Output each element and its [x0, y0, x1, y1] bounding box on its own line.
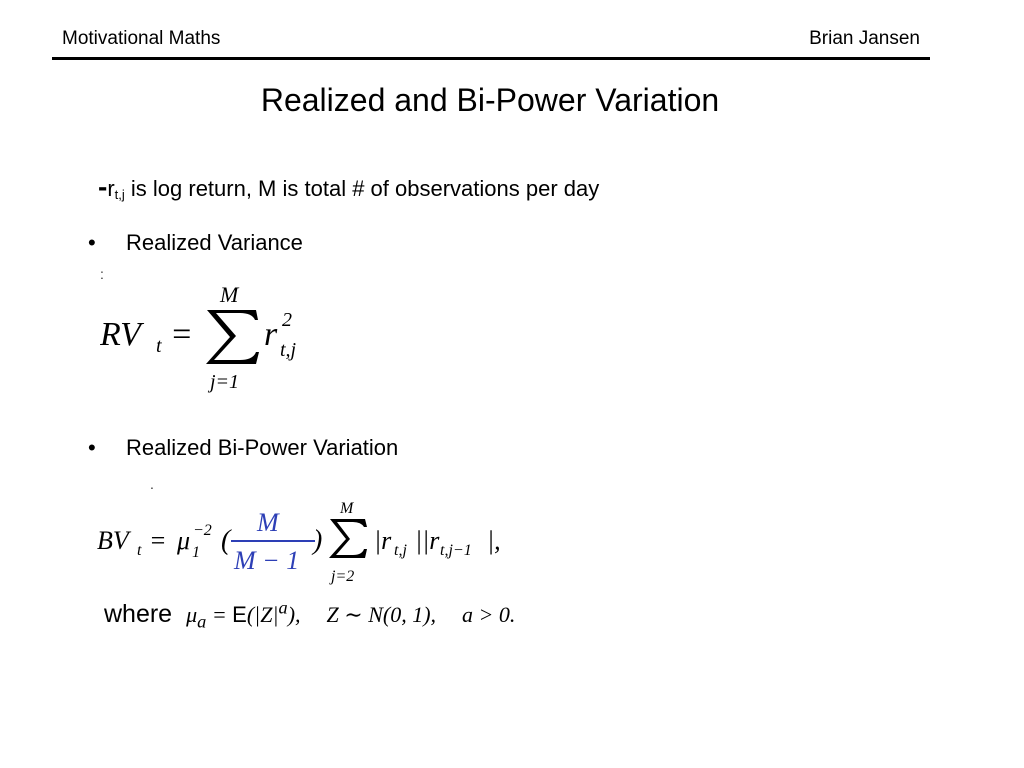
- bullet-label: Realized Bi-Power Variation: [126, 435, 399, 460]
- bullet-marker: •: [88, 435, 96, 460]
- where-formula: [186, 598, 516, 632]
- where-equals: =: [206, 602, 233, 628]
- formula-bipower-variation: [97, 497, 527, 592]
- where-definition: [104, 598, 515, 633]
- where-expr: (|Z|: [246, 602, 279, 628]
- bullet-bipower-variation: [88, 435, 398, 461]
- where-label: where: [104, 600, 173, 629]
- note-subscript: t,j: [114, 187, 125, 202]
- note-dash: -: [98, 171, 108, 202]
- bv-sum-lower: j=2: [331, 568, 355, 585]
- where-mu-sub: a: [197, 611, 207, 632]
- bv-mu: μ: [177, 526, 191, 555]
- bv-mu-sup: −2: [193, 522, 212, 539]
- bv-mu-sub: 1: [192, 544, 200, 561]
- where-condition: a > 0.: [462, 602, 516, 628]
- bv-sigma-icon: [329, 519, 367, 558]
- bullet-realized-variance: [88, 230, 303, 256]
- bv-equals: =: [149, 526, 167, 555]
- rv-term: r: [264, 316, 278, 353]
- stray-mark: :: [100, 266, 104, 282]
- rv-sum-upper: M: [220, 282, 239, 307]
- bv-lhs-sub: t: [137, 542, 142, 559]
- bv-term2: ||r: [415, 526, 440, 555]
- rv-sigma-icon: [206, 310, 259, 364]
- header-course-title: Motivational Maths: [62, 28, 221, 49]
- bv-frac-numerator: M: [257, 508, 279, 537]
- rv-lhs-sub: t: [156, 335, 162, 357]
- note-r: r: [107, 176, 115, 201]
- bv-open-paren: (: [221, 525, 231, 556]
- where-distribution: Z ∼ N(0, 1),: [326, 602, 437, 628]
- bv-term1: |r: [374, 526, 392, 555]
- definition-note: [98, 173, 599, 202]
- note-text: is log return, M is total # of observations per day: [124, 176, 600, 201]
- where-expectation: E: [232, 602, 247, 628]
- rv-sum-lower: j=1: [210, 371, 240, 393]
- where-expr-end: ),: [287, 602, 301, 628]
- bv-fraction-bar: [231, 540, 315, 542]
- slide-title: Realized and Bi-Power Variation: [260, 82, 720, 118]
- bullet-marker: •: [88, 230, 96, 255]
- rv-term-sub: t,j: [280, 339, 297, 361]
- bv-tail: |,: [487, 526, 501, 555]
- where-mu: μ: [186, 602, 198, 628]
- bv-lhs: BV: [97, 526, 129, 555]
- header-divider: [52, 57, 930, 60]
- formula-realized-variance: [100, 280, 340, 395]
- rv-term-sup: 2: [282, 309, 292, 331]
- bv-frac-denominator: M − 1: [234, 546, 300, 575]
- rv-lhs: RV: [100, 316, 141, 353]
- bv-term2-sub: t,j−1: [440, 542, 472, 559]
- header-author: Brian Jansen: [809, 28, 920, 49]
- bv-sum-upper: M: [340, 500, 354, 517]
- bullet-label: Realized Variance: [126, 230, 303, 255]
- where-expr-sup: a: [278, 598, 288, 618]
- stray-mark: .: [150, 476, 154, 492]
- rv-equals: =: [170, 316, 193, 353]
- bv-term1-sub: t,j: [394, 542, 407, 559]
- bv-close-paren: ): [313, 525, 323, 556]
